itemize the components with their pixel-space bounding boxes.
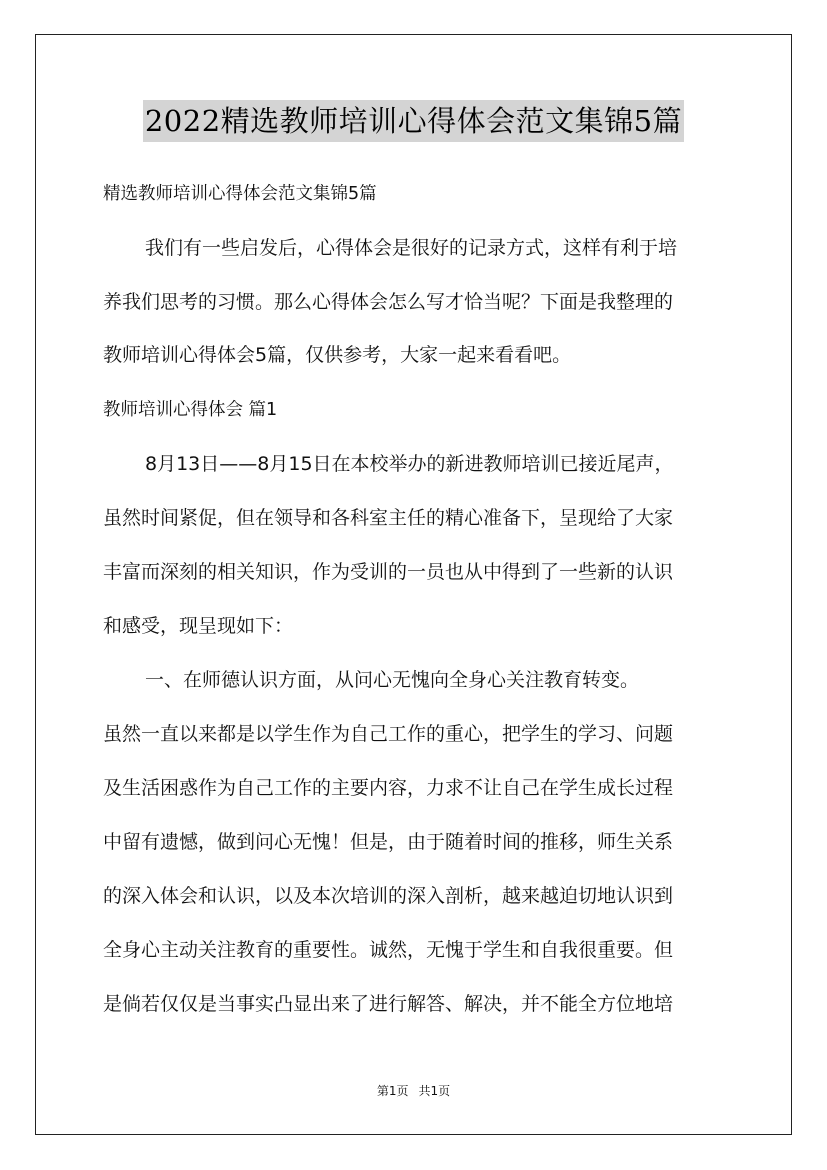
paragraph-line: 虽然时间紧促，但在领导和各科室主任的精心准备下，呈现给了大家: [103, 507, 674, 529]
paragraph-line: 丰富而深刻的相关知识，作为受训的一员也从中得到了一些新的认识: [103, 561, 674, 583]
document-title-text: 2022精选教师培训心得体会范文集锦5篇: [143, 100, 684, 142]
paragraph-line: 虽然一直以来都是以学生作为自己工作的重心，把学生的学习、问题: [103, 723, 674, 745]
page-total: 共1页: [418, 1084, 451, 1098]
intro-line: 教师培训心得体会5篇，仅供参考，大家一起来看看吧。: [103, 344, 572, 366]
paragraph-line: 及生活困惑作为自己工作的主要内容，力求不让自己在学生成长过程: [103, 777, 674, 799]
paragraph-line: 和感受，现呈现如下：: [103, 615, 294, 637]
section-heading: 教师培训心得体会 篇1: [103, 400, 278, 420]
page-number: 第1页: [376, 1084, 409, 1098]
intro-line: 我们有一些启发后，心得体会是很好的记录方式，这样有利于培: [145, 237, 678, 259]
paragraph-line: 全身心主动关注教育的重要性。诚然，无愧于学生和自我很重要。但: [103, 939, 674, 961]
paragraph-line: 8月13日——8月15日在本校举办的新进教师培训已接近尾声，: [145, 453, 674, 475]
point-heading: 一、在师德认识方面，从问心无愧向全身心关注教育转变。: [145, 669, 640, 691]
page-footer: [0, 1083, 827, 1099]
document-title: [0, 100, 827, 142]
document-subtitle: 精选教师培训心得体会范文集锦5篇: [103, 184, 377, 204]
intro-line: 养我们思考的习惯。那么心得体会怎么写才恰当呢？下面是我整理的: [103, 291, 674, 313]
paragraph-line: 中留有遗憾，做到问心无愧！但是，由于随着时间的推移，师生关系: [103, 831, 674, 853]
paragraph-line: 是倘若仅仅是当事实凸显出来了进行解答、解决，并不能全方位地培: [103, 993, 674, 1015]
paragraph-line: 的深入体会和认识，以及本次培训的深入剖析，越来越迫切地认识到: [103, 885, 674, 907]
